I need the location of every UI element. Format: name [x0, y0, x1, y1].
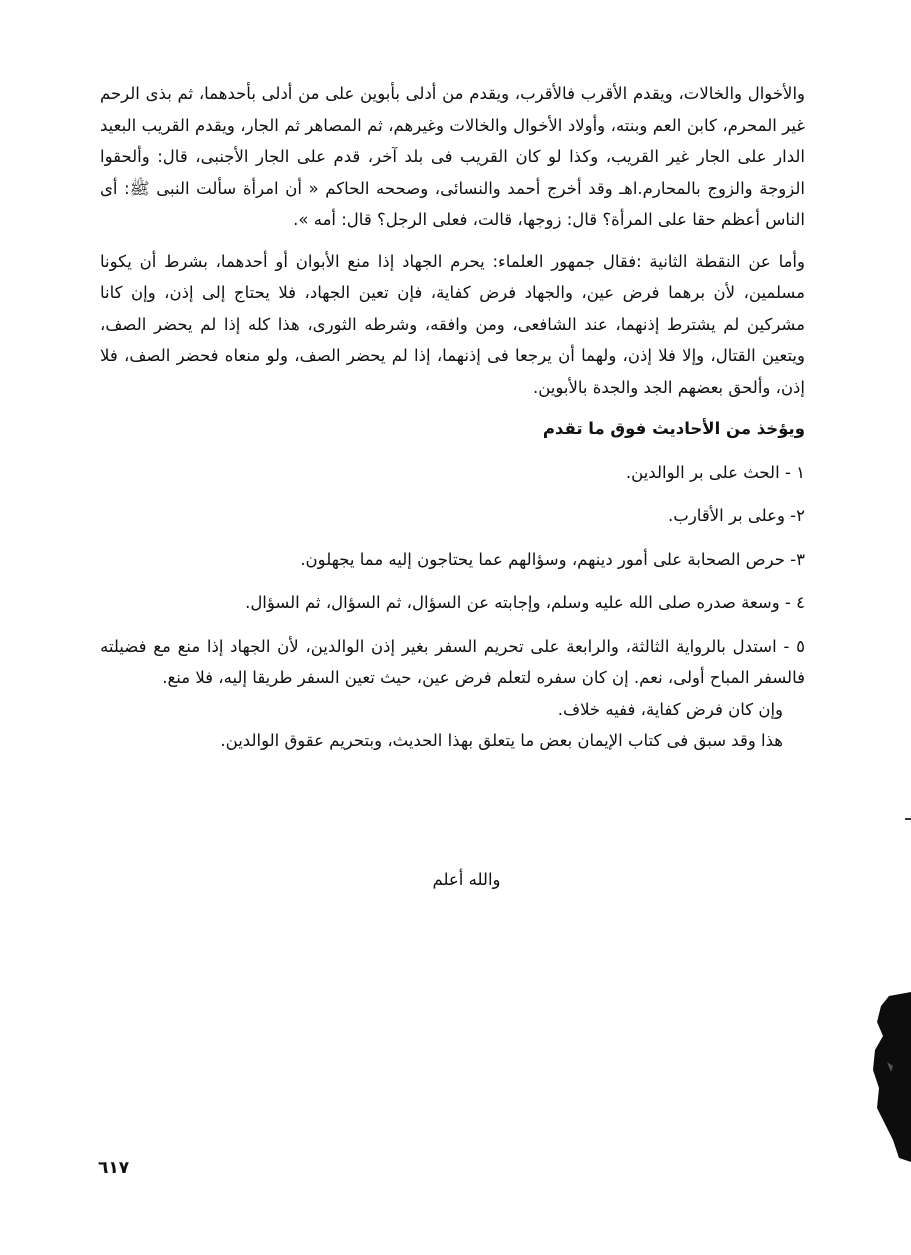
list-item-4: ٤ - وسعة صدره صلى الله عليه وسلم، وإجابته عن السؤال، ثم السؤال، ثم السؤال. — [245, 593, 805, 612]
scan-edge-shadow — [871, 992, 911, 1162]
scan-crop-mark — [905, 818, 911, 820]
paragraph-1: والأخوال والخالات، ويقدم الأقرب فالأقرب، ويقدم من أدلى بأبوين على من أدلى بأحدهما، ثم بذى الرحم غير المحرم، كابن العم وبنته، وأولاد الأخوال والخالات وغيرهم، ثم المصاهر ثم الجار، ويقدم القريب البعيد الدار على الجار غير القريب، وكذا لو كان القريب فى بلد آخر، قدم على الجار الأجنبى، قال: وألحقوا الزوجة والزوج بالمحارم.اهـ وقد أخرج أحمد والنسائى، وصححه الحاكم « أن امرأة سألت النبى ﷺ: أى الناس أعظم حقا على المرأة؟ قال: زوجها، قالت، فعلى الرجل؟ قال: أمه ». — [100, 84, 805, 229]
page-number: ٦١٧ — [98, 1158, 130, 1178]
list-item-2: ٢- وعلى بر الأقارب. — [668, 506, 805, 525]
list-item-5: ٥ - استدل بالرواية الثالثة، والرابعة على تحريم السفر بغير إذن الوالدين، لأن الجهاد إذا منع مع فضيلته فالسفر المباح أولى، نعم. إن كان سفره لتعلم فرض عين، حيث تعين السفر طريقا إليه، فلا منع. — [100, 636, 805, 687]
list-item-3: ٣- حرص الصحابة على أمور دينهم، وسؤالهم عما يحتاجون إليه مما يجهلون. — [300, 549, 805, 569]
paragraph-2: وأما عن النقطة الثانية :فقال جمهور العلماء: يحرم الجهاد إذا منع الأبوان أو أحدهما، بشرط أن يكونا مسلمين، لأن برهما فرض عين، والجهاد فرض كفاية، فإن تعين الجهاد، فلا يحتاج إلى إذن، وإن كانا مشركين لم يشترط إذنهما، عند الشافعى، ومن وافقه، وشرطه الثورى، هذا كله إذا لم يحضر الصف، ويتعين القتال، وإلا فلا إذن، ولهما أن يرجعا فى إذنهما، إذا لم يحضر الصف، ولو منعاه فحضر الصف، فلا إذن، وألحق بعضهم الجد والجدة بالأبوين. — [100, 251, 805, 397]
page-body — [100, 78, 805, 757]
list-item-5-continuation: وإن كان فرض كفاية، ففيه خلاف. — [557, 699, 783, 719]
list-item-5-note: هذا وقد سبق فى كتاب الإيمان بعض ما يتعلق بهذا الحديث، وبتحريم عقوق الوالدين. — [220, 731, 783, 750]
closing-phrase: والله أعلم — [432, 870, 501, 889]
list-item-1: ١ - الحث على بر الوالدين. — [625, 462, 805, 482]
closing-phrase-container — [0, 868, 911, 892]
section-heading: ويؤخذ من الأحاديث فوق ما تقدم — [542, 419, 805, 438]
